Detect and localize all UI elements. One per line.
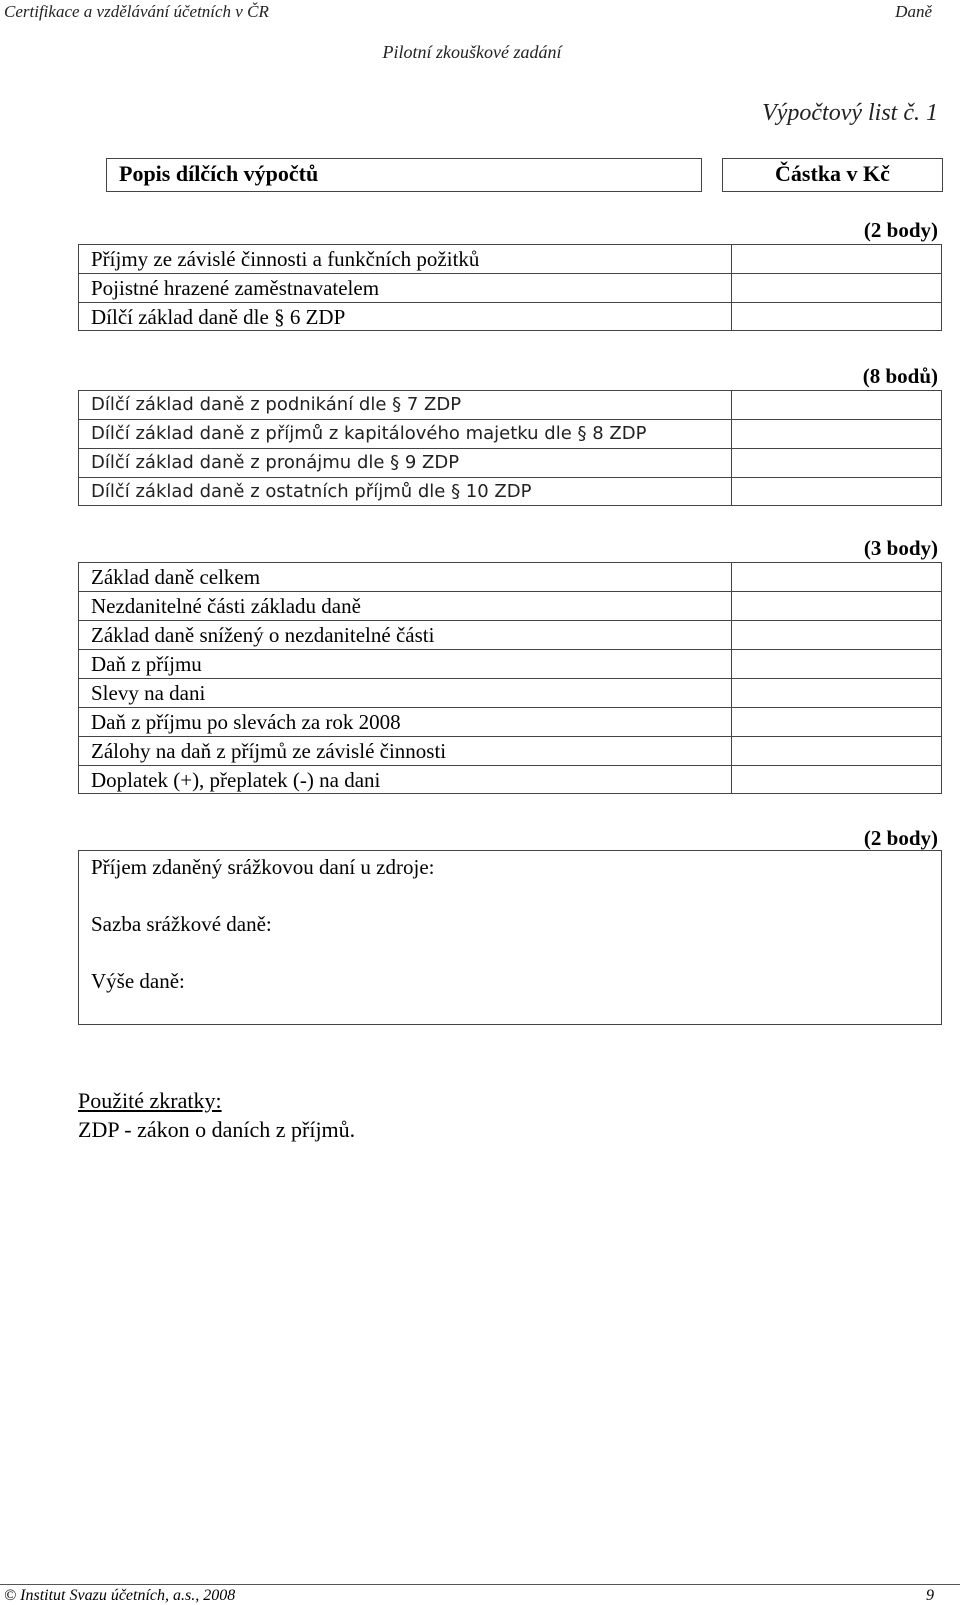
table-row <box>78 244 942 273</box>
withholding-tax-label: Výše daně: <box>91 969 185 993</box>
amount-cell[interactable] <box>732 766 942 793</box>
row-label: Dílčí základ daně z pronájmu dle § 9 ZDP <box>78 449 732 477</box>
table-row <box>78 390 942 419</box>
amount-cell[interactable] <box>732 679 942 707</box>
table-header-amount: Částka v Kč <box>722 158 943 192</box>
table-header-description: Popis dílčích výpočtů <box>106 158 702 192</box>
table-row <box>78 736 942 765</box>
table-row <box>78 649 942 678</box>
section-1-points: (2 body) <box>863 218 938 242</box>
table-row <box>78 678 942 707</box>
row-label: Pojistné hrazené zaměstnavatelem <box>78 274 732 302</box>
amount-cell[interactable] <box>732 391 942 419</box>
row-label: Slevy na dani <box>78 679 732 707</box>
abbreviations-text: ZDP - zákon o daních z příjmů. <box>78 1117 356 1142</box>
section-3-points: (3 body) <box>863 536 938 560</box>
table-row <box>78 591 942 620</box>
amount-cell[interactable] <box>732 420 942 448</box>
amount-cell[interactable] <box>732 245 942 273</box>
row-label: Základ daně snížený o nezdanitelné části <box>78 621 732 649</box>
page-number: 9 <box>926 1587 934 1604</box>
row-label: Nezdanitelné části základu daně <box>78 592 732 620</box>
table-row <box>78 448 942 477</box>
table-row <box>78 477 942 506</box>
amount-cell[interactable] <box>732 621 942 649</box>
abbreviations-title: Použité zkratky: <box>78 1088 222 1113</box>
row-label: Dílčí základ daně dle § 6 ZDP <box>78 303 732 330</box>
row-label: Doplatek (+), přeplatek (-) na dani <box>78 766 732 793</box>
amount-cell[interactable] <box>732 650 942 678</box>
amount-cell[interactable] <box>732 303 942 330</box>
amount-cell[interactable] <box>732 478 942 505</box>
table-row <box>78 302 942 331</box>
section-2-table <box>78 390 942 506</box>
footer-divider <box>0 1584 960 1585</box>
header-subtitle: Pilotní zkouškové zadání <box>382 42 562 62</box>
header-left: Certifikace a vzdělávání účetních v ČR <box>4 2 269 21</box>
row-label: Zálohy na daň z příjmů ze závislé činnosti <box>78 737 732 765</box>
header-right: Daně <box>895 2 932 21</box>
amount-cell[interactable] <box>732 737 942 765</box>
section-3-table <box>78 562 942 794</box>
section-2-points: (8 bodů) <box>862 364 938 388</box>
table-row <box>78 765 942 794</box>
withholding-tax-box[interactable] <box>78 850 942 1025</box>
table-row <box>78 562 942 591</box>
amount-cell[interactable] <box>732 592 942 620</box>
amount-cell[interactable] <box>732 708 942 736</box>
row-label: Dílčí základ daně z podnikání dle § 7 ZDP <box>78 391 732 419</box>
row-label: Příjmy ze závislé činnosti a funkčních požitků <box>78 245 732 273</box>
amount-cell[interactable] <box>732 274 942 302</box>
amount-cell[interactable] <box>732 563 942 591</box>
table-row <box>78 273 942 302</box>
withholding-income-label: Příjem zdaněný srážkovou daní u zdroje: <box>91 855 435 879</box>
amount-cell[interactable] <box>732 449 942 477</box>
table-row <box>78 620 942 649</box>
section-1-table <box>78 244 942 331</box>
withholding-rate-label: Sazba srážkové daně: <box>91 912 272 936</box>
table-row <box>78 707 942 736</box>
row-label: Daň z příjmu <box>78 650 732 678</box>
sheet-title: Výpočtový list č. 1 <box>762 100 938 126</box>
row-label: Dílčí základ daně z příjmů z kapitálového majetku dle § 8 ZDP <box>78 420 732 448</box>
table-row <box>78 419 942 448</box>
footer-copyright: © Institut Svazu účetních, a.s., 2008 <box>4 1587 236 1604</box>
row-label: Dílčí základ daně z ostatních příjmů dle § 10 ZDP <box>78 478 732 505</box>
row-label: Základ daně celkem <box>78 563 732 591</box>
row-label: Daň z příjmu po slevách za rok 2008 <box>78 708 732 736</box>
section-4-points: (2 body) <box>863 826 938 850</box>
